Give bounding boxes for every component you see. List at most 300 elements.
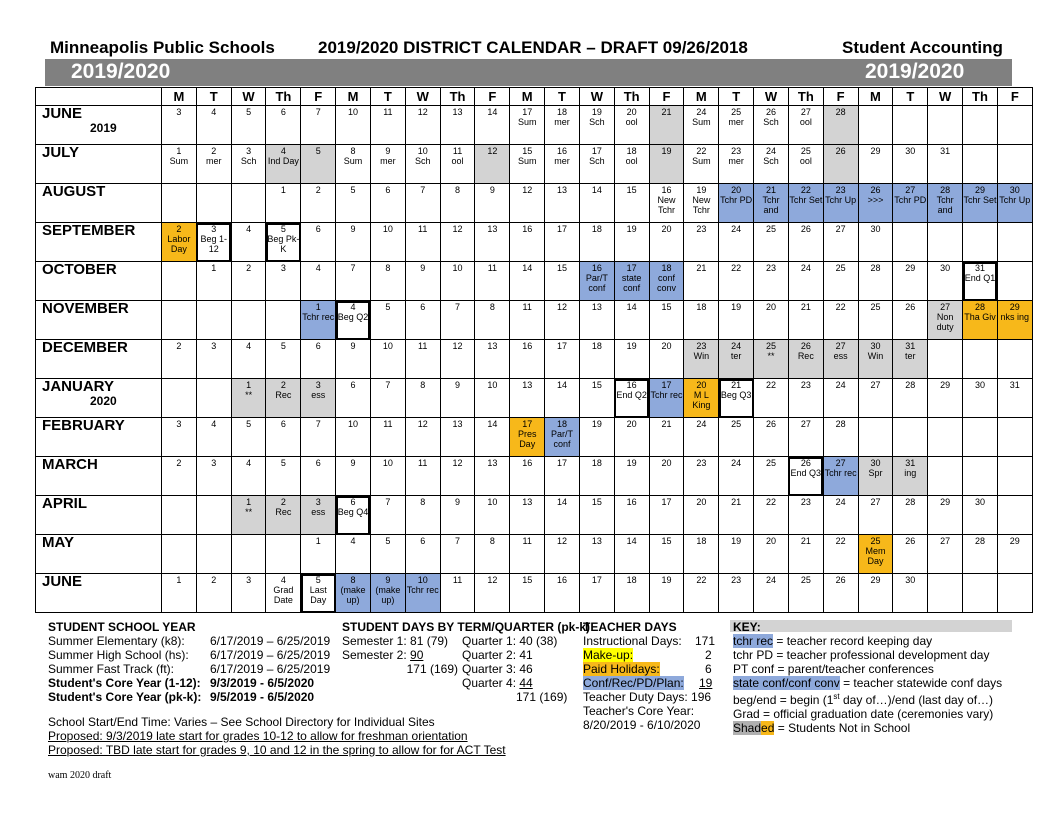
weekday-header: T [719, 88, 754, 106]
day-cell [336, 145, 371, 184]
day-number: 26 [835, 575, 846, 585]
day-cell [301, 379, 336, 418]
month-label: MARCH [42, 456, 98, 473]
day-note: nks ing [1000, 312, 1030, 322]
day-cell [162, 574, 197, 613]
day-number: 16 [626, 497, 637, 507]
day-number: 28 [905, 380, 916, 390]
day-number: 8 [350, 146, 356, 156]
day-cell [579, 262, 614, 301]
day-number: 4 [350, 302, 356, 312]
day-number: 3 [211, 341, 217, 351]
day-number: 3 [315, 380, 321, 390]
day-cell [823, 223, 858, 262]
year-left: 2019/2020 [71, 60, 171, 83]
day-cell [266, 496, 301, 535]
day-number: 15 [557, 263, 568, 273]
day-cell [579, 223, 614, 262]
month-row [36, 145, 1033, 184]
day-number: 11 [418, 224, 428, 234]
day-number: 11 [418, 458, 428, 468]
day-cell [475, 145, 510, 184]
weekday-header: W [231, 88, 266, 106]
day-number: 31 [940, 146, 951, 156]
day-number: 22 [731, 263, 742, 273]
day-cell [823, 535, 858, 574]
day-number: 15 [591, 497, 602, 507]
day-number: 6 [315, 458, 321, 468]
day-note: Sch [589, 117, 605, 127]
month-label: FEBRUARY [42, 417, 125, 434]
day-cell [823, 418, 858, 457]
day-number: 15 [591, 380, 602, 390]
day-number: 19 [591, 419, 602, 429]
day-number: 9 [455, 497, 461, 507]
month-label: MAY [42, 534, 74, 551]
day-number: 3 [176, 419, 182, 429]
day-cell [510, 496, 545, 535]
day-number: 9 [385, 146, 391, 156]
day-number: 6 [420, 302, 426, 312]
month-row [36, 262, 1033, 301]
month-name [36, 379, 162, 418]
day-number: 3 [246, 575, 252, 585]
day-cell [579, 457, 614, 496]
day-note: Tchr and [936, 195, 954, 215]
day-number: 4 [280, 575, 286, 585]
day-note: Rec [797, 351, 814, 361]
day-cell [266, 262, 301, 301]
day-number: 29 [940, 497, 951, 507]
day-number: 19 [626, 458, 637, 468]
day-note: Win [867, 351, 884, 361]
month-label: APRIL [42, 495, 87, 512]
day-cell [510, 574, 545, 613]
day-cell [893, 301, 928, 340]
day-number: 2 [176, 458, 182, 468]
day-cell [649, 301, 684, 340]
sd-q3: Quarter 3: 46 [462, 662, 533, 676]
day-number: 5 [246, 107, 252, 117]
day-cell [370, 496, 405, 535]
day-number: 21 [731, 497, 742, 507]
day-number: 23 [800, 380, 811, 390]
day-cell [440, 496, 475, 535]
day-cell [162, 535, 197, 574]
year-right: 2019/2020 [865, 60, 965, 83]
day-cell [649, 184, 684, 223]
day-number: 22 [835, 536, 846, 546]
day-number: 7 [455, 536, 461, 546]
day-cell [754, 145, 789, 184]
day-cell [301, 184, 336, 223]
day-cell [719, 106, 754, 145]
day-number: 17 [661, 380, 672, 390]
day-number: 9 [489, 185, 495, 195]
day-number: 23 [731, 575, 742, 585]
day-number: 16 [591, 263, 602, 273]
day-number: 6 [350, 380, 356, 390]
day-number: 29 [870, 146, 881, 156]
day-cell [231, 223, 266, 262]
day-cell [162, 223, 197, 262]
day-number: 7 [315, 419, 321, 429]
day-note: Mem Day [865, 546, 886, 566]
month-label: JUNE [42, 573, 83, 590]
day-note: Beg Q4 [337, 507, 369, 517]
day-number: 30 [974, 380, 985, 390]
day-number: 10 [487, 380, 498, 390]
day-number: 18 [591, 341, 602, 351]
day-cell [196, 496, 231, 535]
day-cell [440, 145, 475, 184]
day-cell [963, 106, 998, 145]
day-cell [510, 457, 545, 496]
day-note: ool [625, 117, 638, 127]
day-number: 4 [211, 419, 217, 429]
day-cell [997, 574, 1032, 613]
day-number: 19 [731, 302, 742, 312]
day-cell [579, 301, 614, 340]
day-note: End Q1 [964, 273, 996, 283]
day-cell [336, 301, 371, 340]
day-number: 12 [557, 302, 568, 312]
day-number: 27 [835, 458, 846, 468]
day-note: Tchr Set [789, 195, 823, 205]
day-number: 14 [557, 380, 568, 390]
day-number: 8 [489, 536, 495, 546]
day-number: 21 [800, 302, 811, 312]
day-number: 5 [280, 224, 286, 234]
day-number: 10 [348, 419, 359, 429]
day-cell [440, 379, 475, 418]
day-cell [823, 145, 858, 184]
day-cell [301, 340, 336, 379]
day-cell [162, 418, 197, 457]
day-number: 12 [452, 341, 463, 351]
day-number: 15 [661, 536, 672, 546]
day-cell [754, 301, 789, 340]
day-cell [510, 301, 545, 340]
day-note: Tchr PD [894, 195, 927, 205]
day-cell [475, 574, 510, 613]
weekday-header: F [301, 88, 336, 106]
day-number: 18 [696, 536, 707, 546]
day-number: 19 [661, 146, 672, 156]
day-number: 8 [420, 380, 426, 390]
day-number: 17 [591, 146, 602, 156]
day-number: 11 [452, 575, 463, 585]
day-cell [579, 106, 614, 145]
day-cell [997, 301, 1032, 340]
day-cell [893, 145, 928, 184]
month-name [36, 340, 162, 379]
day-cell [649, 145, 684, 184]
day-cell [997, 457, 1032, 496]
day-cell [963, 223, 998, 262]
sd-sem1: Semester 1: 81 (79) [342, 634, 449, 648]
day-cell [440, 106, 475, 145]
day-number: 12 [487, 575, 498, 585]
day-cell [196, 262, 231, 301]
day-number: 29 [1009, 536, 1020, 546]
day-number: 17 [626, 263, 637, 273]
day-number: 30 [1009, 185, 1020, 195]
day-note: End Q3 [790, 468, 822, 478]
td-instr-label: Instructional Days: [583, 634, 682, 648]
day-cell [475, 457, 510, 496]
day-cell [301, 496, 336, 535]
key-pt-conf: PT conf = parent/teacher conferences [733, 662, 934, 676]
day-number: 1 [176, 575, 182, 585]
day-number: 14 [522, 263, 533, 273]
day-cell [545, 457, 580, 496]
day-cell [405, 535, 440, 574]
day-note: New Tchr [657, 195, 676, 215]
day-cell [405, 574, 440, 613]
day-cell [719, 223, 754, 262]
month-name [36, 496, 162, 535]
weekday-header: T [893, 88, 928, 106]
day-cell [162, 457, 197, 496]
month-label: NOVEMBER [42, 300, 129, 317]
day-cell [475, 496, 510, 535]
month-year: 2019 [90, 121, 117, 135]
day-number: 21 [731, 380, 742, 390]
day-number: 9 [350, 458, 356, 468]
day-cell [266, 535, 301, 574]
day-number: 30 [905, 146, 916, 156]
month-label: JANUARY [42, 378, 114, 395]
day-number: 12 [417, 107, 428, 117]
day-cell [579, 340, 614, 379]
day-number: 12 [522, 185, 533, 195]
day-number: 27 [835, 224, 846, 234]
day-note: mer [728, 117, 744, 127]
day-number: 22 [765, 380, 776, 390]
day-number: 23 [731, 146, 742, 156]
day-cell [336, 418, 371, 457]
day-cell [614, 535, 649, 574]
day-cell [196, 574, 231, 613]
day-cell [301, 418, 336, 457]
weekday-header: Th [963, 88, 998, 106]
proposed-note-1: Proposed: 9/3/2019 late start for grades 10-12 to allow for freshman orientation [48, 729, 468, 743]
day-number: 1 [315, 302, 321, 312]
day-number: 19 [696, 185, 707, 195]
day-note: ing [904, 468, 917, 478]
day-note: Sch [589, 156, 605, 166]
key-tchr-rec: tchr rec = teacher record keeping day [733, 634, 933, 648]
day-note: ** [767, 351, 775, 361]
day-cell [370, 574, 405, 613]
day-number: 19 [661, 575, 672, 585]
day-number: 27 [940, 536, 951, 546]
day-cell [196, 184, 231, 223]
day-number: 4 [315, 263, 321, 273]
day-cell [405, 418, 440, 457]
day-cell [858, 457, 893, 496]
day-number: 28 [835, 107, 846, 117]
day-number: 4 [246, 224, 252, 234]
day-number: 2 [280, 497, 286, 507]
day-note: mer [205, 156, 222, 166]
day-cell [301, 223, 336, 262]
day-cell [231, 106, 266, 145]
day-cell [788, 457, 823, 496]
day-cell [266, 379, 301, 418]
day-cell [963, 457, 998, 496]
day-number: 14 [626, 302, 637, 312]
month-name [36, 184, 162, 223]
day-number: 10 [417, 146, 428, 156]
key-beg-end: beg/end = begin (1st day of…)/end (last day of…) [733, 692, 994, 707]
day-note: state conf [621, 273, 642, 293]
day-cell [440, 574, 475, 613]
day-number: 13 [452, 419, 463, 429]
ssy-row: Student's Core Year (1-12): 9/3/2019 - 6/5/2020 [48, 676, 315, 690]
day-cell [370, 457, 405, 496]
day-cell [893, 340, 928, 379]
day-cell [405, 379, 440, 418]
ssy-row: Student's Core Year (pk-k): 9/5/2019 - 6/5/2020 [48, 690, 315, 704]
day-number: 1 [280, 185, 286, 195]
day-cell [370, 301, 405, 340]
day-number: 12 [487, 146, 498, 156]
day-number: 2 [176, 224, 182, 234]
day-cell [370, 535, 405, 574]
day-cell [440, 262, 475, 301]
day-number: 31 [1009, 380, 1020, 390]
calendar-grid [35, 87, 1033, 613]
day-number: 25 [765, 341, 776, 351]
day-cell [405, 106, 440, 145]
day-number: 25 [765, 224, 776, 234]
day-cell [405, 223, 440, 262]
day-cell [928, 145, 963, 184]
day-cell [928, 379, 963, 418]
day-cell [684, 457, 719, 496]
month-name [36, 535, 162, 574]
day-number: 17 [557, 341, 568, 351]
day-number: 31 [974, 263, 985, 273]
day-number: 13 [487, 224, 498, 234]
day-cell [614, 457, 649, 496]
day-number: 20 [661, 458, 672, 468]
day-number: 16 [557, 146, 568, 156]
day-cell [963, 184, 998, 223]
day-cell [545, 574, 580, 613]
td-makeup-label: Make-up: [583, 648, 634, 662]
day-note: Tchr rec [302, 312, 335, 322]
day-cell [370, 145, 405, 184]
day-note: Par/T conf [551, 429, 574, 449]
day-number: 20 [696, 497, 707, 507]
day-number: 26 [765, 419, 776, 429]
weekday-header: Th [266, 88, 301, 106]
day-cell [266, 145, 301, 184]
day-number: 5 [385, 302, 391, 312]
day-cell [475, 340, 510, 379]
day-cell [510, 262, 545, 301]
day-cell [823, 106, 858, 145]
day-cell [370, 184, 405, 223]
day-cell [754, 184, 789, 223]
day-cell [788, 535, 823, 574]
day-cell [614, 223, 649, 262]
day-number: 28 [835, 419, 846, 429]
day-number: 29 [870, 575, 881, 585]
day-number: 14 [557, 497, 568, 507]
day-note: Rec [275, 390, 292, 400]
day-cell [858, 418, 893, 457]
day-cell [754, 223, 789, 262]
day-cell [370, 106, 405, 145]
day-note: ** [245, 507, 253, 517]
day-number: 3 [246, 146, 252, 156]
key-heading: KEY: [733, 620, 761, 634]
ssy-row: Summer High School (hs): 6/17/2019 – 6/25/2019 [48, 648, 331, 662]
month-row [36, 184, 1033, 223]
day-cell [893, 535, 928, 574]
day-note: Sum [517, 117, 537, 127]
day-cell [545, 535, 580, 574]
day-number: 26 [800, 224, 811, 234]
day-cell [754, 418, 789, 457]
day-number: 25 [765, 458, 776, 468]
day-cell [858, 379, 893, 418]
day-number: 7 [350, 263, 356, 273]
day-cell [684, 418, 719, 457]
day-number: 5 [280, 458, 286, 468]
day-cell [162, 379, 197, 418]
day-cell [963, 535, 998, 574]
day-cell [336, 340, 371, 379]
day-cell [510, 223, 545, 262]
day-number: 6 [280, 107, 286, 117]
day-number: 25 [800, 575, 811, 585]
day-number: 3 [176, 107, 182, 117]
day-cell [893, 457, 928, 496]
day-cell [510, 418, 545, 457]
day-number: 16 [626, 380, 637, 390]
day-note: Tchr and [762, 195, 780, 215]
department-name: Student Accounting [842, 38, 1003, 57]
day-number: 26 [835, 146, 846, 156]
day-cell [370, 340, 405, 379]
month-name [36, 262, 162, 301]
day-cell [788, 184, 823, 223]
day-cell [579, 145, 614, 184]
day-note: Spr [868, 468, 883, 478]
day-number: 29 [974, 185, 985, 195]
day-cell [858, 106, 893, 145]
day-cell [370, 418, 405, 457]
day-number: 6 [385, 185, 391, 195]
day-cell [196, 457, 231, 496]
day-number: 17 [661, 497, 672, 507]
day-number: 17 [557, 458, 568, 468]
ssy-heading: STUDENT SCHOOL YEAR [48, 620, 196, 634]
day-cell [162, 106, 197, 145]
day-cell [336, 379, 371, 418]
day-cell [649, 574, 684, 613]
day-number: 29 [905, 263, 916, 273]
day-note: Sum [517, 156, 537, 166]
day-number: 13 [591, 536, 602, 546]
day-number: 4 [246, 458, 252, 468]
day-number: 16 [522, 224, 533, 234]
